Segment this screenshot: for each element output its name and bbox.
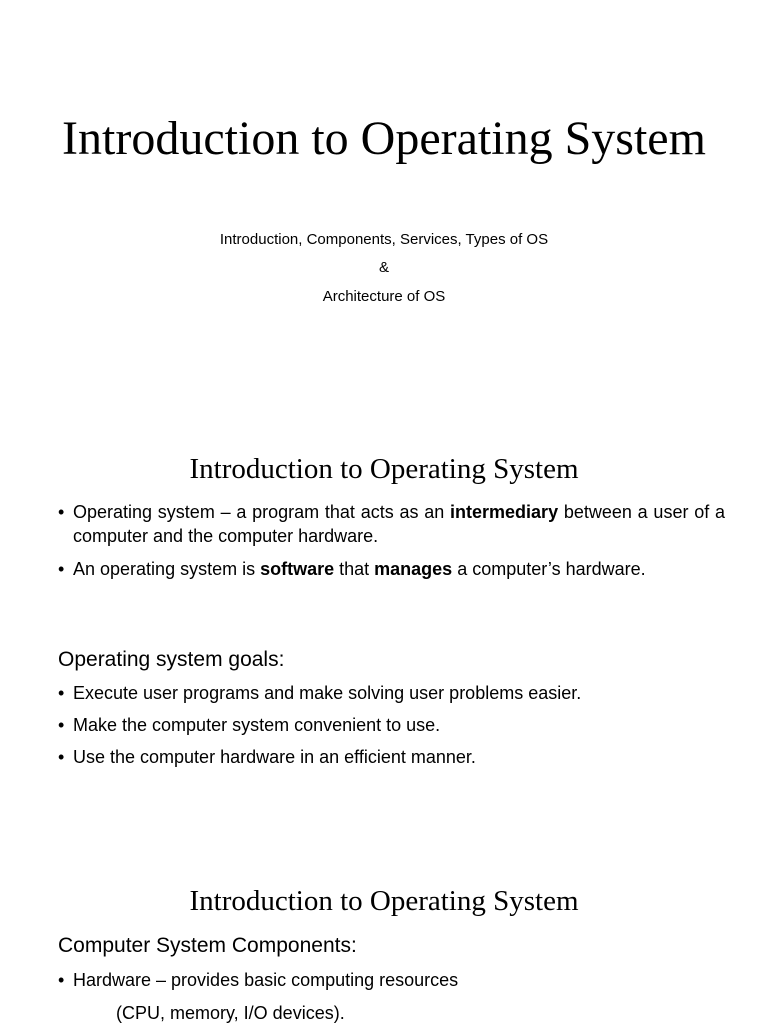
subtitle-line-2: & (378, 259, 389, 276)
component-text: Hardware – provides basic computing resources (73, 970, 459, 990)
bullet-icon: • (58, 502, 65, 522)
bullet-icon: • (58, 559, 65, 579)
subtitle-line-3: Architecture of OS (322, 288, 446, 305)
bullet-icon: • (58, 683, 65, 703)
goal-text: Execute user programs and make solving user problems easier. (73, 683, 582, 703)
presentation-title: Introduction to Operating System (62, 112, 706, 165)
subtitle-line-1: Introduction, Components, Services, Types of OS (219, 231, 549, 248)
bullet-text-bold: intermediary (450, 502, 559, 522)
goal-item (58, 745, 725, 769)
bullet-icon: • (58, 747, 65, 767)
bullet-text-part: Operating system – a program that acts as an (73, 502, 451, 522)
intro-slide (0, 440, 768, 800)
components-heading: Computer System Components: (58, 934, 357, 957)
bullet-text-bold: manages (374, 559, 453, 579)
bullet-text-part: An operating system is (73, 559, 261, 579)
bullet-icon: • (58, 970, 65, 990)
slide-title: Introduction to Operating System (189, 453, 579, 485)
bullet-text-part: a computer’s hardware. (452, 559, 646, 579)
component-item (58, 968, 725, 992)
title-slide (0, 0, 768, 420)
bullet-text-bold: software (260, 559, 335, 579)
goals-heading: Operating system goals: (58, 648, 285, 671)
goal-text: Use the computer hardware in an efficient manner. (73, 747, 476, 767)
bullet-text-part: between a user of a computer and the computer hardware. (73, 502, 725, 546)
bullet-icon: • (58, 715, 65, 735)
definition-bullet-2 (58, 557, 725, 581)
components-slide (0, 870, 768, 1024)
definition-bullet-1 (58, 500, 725, 548)
bullet-text-part: that (334, 559, 375, 579)
goal-item (58, 681, 725, 705)
slide-title: Introduction to Operating System (189, 885, 579, 917)
goal-text: Make the computer system convenient to use. (73, 715, 441, 735)
hardware-detail: (CPU, memory, I/O devices). (116, 1003, 345, 1023)
goal-item (58, 713, 725, 737)
